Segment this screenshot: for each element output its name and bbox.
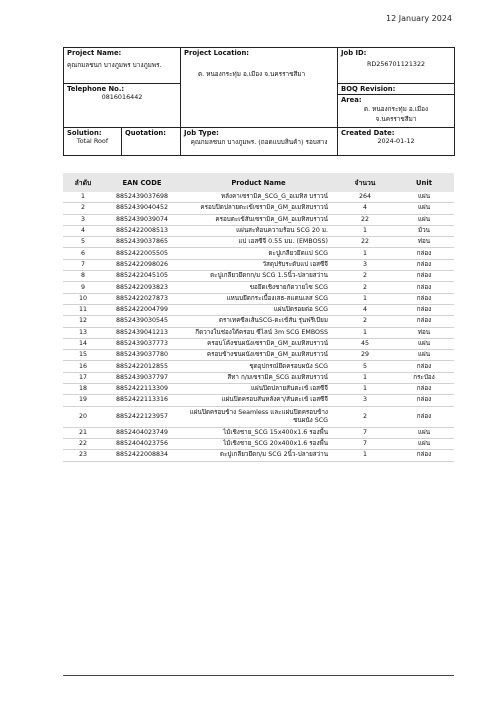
project-location-cell [181,48,338,128]
table-cell-qty: 7 [336,438,394,449]
table-cell-name: หลังคาเซรามิค_SCG_G_อเมทิส บราวน์ [181,192,336,203]
table-cell-no: 17 [63,372,103,383]
table-cell-unit: ท่อน [394,237,454,248]
job-type-cell [181,128,338,156]
telephone-value: 0816016442 [101,93,143,101]
table-row [63,282,454,293]
solution-label: Solution: [67,129,102,137]
job-id-cell [338,48,455,84]
table-cell-no: 6 [63,248,103,259]
product-table [63,173,454,462]
table-cell-no: 3 [63,214,103,225]
table-cell-no: 20 [63,406,103,427]
table-cell-name: แหนบยึดกระเบื้องเสธ-สแตนเลส SCG [181,293,336,304]
table-cell-name: แผ่นปิดรอยต่อ SCG [181,304,336,315]
table-cell-qty: 29 [336,350,394,361]
table-cell-ean: 8852422113316 [103,395,181,406]
table-cell-name: ไม้เชิงชาย_SCG 20x400x1.6 รองพื้น [181,438,336,449]
table-cell-ean: 8852422008513 [103,225,181,236]
table-cell-qty: 1 [336,293,394,304]
created-date-label: Created Date: [341,129,395,137]
table-cell-ean: 8852439037797 [103,372,181,383]
table-row [63,395,454,406]
table-cell-unit: กล่อง [394,248,454,259]
table-cell-qty: 2 [336,271,394,282]
table-cell-unit: ท่อน [394,327,454,338]
table-cell-ean: 8852422113309 [103,384,181,395]
table-cell-unit: กล่อง [394,293,454,304]
job-id-value: RD256701121322 [366,60,426,68]
telephone-label: Telephone No.: [67,85,125,93]
table-row [63,361,454,372]
table-cell-unit: กล่อง [394,395,454,406]
table-cell-ean: 8852439040452 [103,203,181,214]
table-cell-qty: 2 [336,282,394,293]
table-cell-qty: 3 [336,395,394,406]
table-cell-name: ครอบโค้งชนผนังเซรามิค_GM_อเมทิสบราวน์ [181,338,336,349]
table-cell-unit: แผ่น [394,203,454,214]
table-cell-unit: กล่อง [394,271,454,282]
table-cell-no: 22 [63,438,103,449]
table-cell-no: 11 [63,304,103,315]
quotation-cell [122,128,181,156]
table-cell-ean: 8852439037780 [103,350,181,361]
table-cell-no: 19 [63,395,103,406]
table-cell-name: กีดวางในช่องใต้ครอบ ซีไลน์ 3m SCG EMBOSS [181,327,336,338]
column-header: จำนวน [336,173,394,192]
table-row [63,427,454,438]
table-cell-name: ครอบปิดปลายตะเข้เซรามิค_GM_อเมทิสบราวน์ [181,203,336,214]
table-cell-name: ชุดอุปกรณ์ยึดครอบผนัง SCG [181,361,336,372]
table-cell-qty: 5 [336,361,394,372]
table-row [63,338,454,349]
table-cell-qty: 4 [336,203,394,214]
project-location-label: Project Location: [184,49,250,57]
column-header: EAN CODE [103,173,181,192]
table-cell-ean: 8852422008834 [103,450,181,461]
area-value: ต. หนองกระทุ่ม อ.เมือง จ.นครราชสีมา [363,105,429,123]
boq-area-cell [338,84,455,128]
table-cell-no: 21 [63,427,103,438]
quotation-label: Quotation: [125,129,166,137]
table-cell-unit: แผ่น [394,192,454,203]
table-cell-no: 16 [63,361,103,372]
table-cell-no: 7 [63,259,103,270]
table-cell-qty: 7 [336,427,394,438]
table-cell-qty: 2 [336,406,394,427]
table-cell-no: 14 [63,338,103,349]
column-header: ลำดับ [63,173,103,192]
table-cell-ean: 8852422005505 [103,248,181,259]
table-row [63,384,454,395]
table-cell-qty: 4 [336,304,394,315]
table-cell-no: 15 [63,350,103,361]
table-row [63,450,454,461]
table-cell-no: 8 [63,271,103,282]
table-row [63,192,454,203]
table-cell-name: แป เอสซีจี 0.55 มม. (EMBOSS) [181,237,336,248]
table-cell-no: 18 [63,384,103,395]
table-cell-name: ไม้เชิงชาย_SCG 15x400x1.6 รองพื้น [181,427,336,438]
table-cell-name: ตะปูเกลียวยึดกก/ม SCG 1.5นิ้ว-ปลายสว่าน [181,271,336,282]
table-cell-ean: 8852404023756 [103,438,181,449]
table-cell-name: ตะปูเกลียวยึดแป SCG [181,248,336,259]
table-cell-no: 4 [63,225,103,236]
table-cell-qty: 1 [336,225,394,236]
telephone-cell [64,84,181,128]
solution-value: Total Roof [76,137,109,145]
table-row [63,327,454,338]
table-cell-unit: กล่อง [394,384,454,395]
table-cell-unit: กล่อง [394,282,454,293]
table-cell-unit: แผ่น [394,214,454,225]
table-row [63,438,454,449]
table-cell-name: แผ่นปิดปลายสันตะเข้ เอสซีจี [181,384,336,395]
table-cell-no: 10 [63,293,103,304]
table-cell-qty: 1 [336,327,394,338]
table-cell-unit: กล่อง [394,316,454,327]
table-cell-name: ครอบข้างชนผนังเซรามิค_GM_อเมทิสบราวน์ [181,350,336,361]
table-cell-qty: 264 [336,192,394,203]
table-cell-ean: 8852422098026 [103,259,181,270]
table-row [63,214,454,225]
table-row [63,203,454,214]
table-cell-ean: 8852422004799 [103,304,181,315]
table-row [63,248,454,259]
table-cell-qty: 1 [336,384,394,395]
table-cell-ean: 8852422093823 [103,282,181,293]
table-cell-ean: 8852439037865 [103,237,181,248]
table-cell-no: 1 [63,192,103,203]
table-cell-name: ครอบตะเข้สันเซรามิค_GM_อเมทิสบราวน์ [181,214,336,225]
column-header: Unit [394,173,454,192]
table-cell-qty: 22 [336,237,394,248]
table-cell-no: 23 [63,450,103,461]
table-cell-name: แผ่นปิดครอบข้าง Seamless และแผ่นปิดครอบข้างชนผนัง SCG [181,406,336,427]
table-cell-qty: 22 [336,214,394,225]
project-info-grid [63,47,455,156]
project-name-value: คุณกมลชนก บางภูมพร บางภูมพร. [67,61,162,69]
table-row [63,237,454,248]
project-name-cell [64,48,181,84]
table-cell-name: สีทา ก/มเซรามิค_SCG อเมทิสบราวน์ [181,372,336,383]
table-cell-unit: กล่อง [394,361,454,372]
solution-cell [64,128,122,156]
column-header: Product Name [181,173,336,192]
created-date-value: 2024-01-12 [377,137,415,145]
table-row [63,372,454,383]
table-row [63,350,454,361]
table-cell-qty: 45 [336,338,394,349]
table-cell-ean: 8852422123957 [103,406,181,427]
table-cell-ean: 8852422045105 [103,271,181,282]
table-cell-unit: กระป๋อง [394,372,454,383]
created-date-cell [338,128,455,156]
table-cell-ean: 8852439037698 [103,192,181,203]
table-cell-unit: กล่อง [394,304,454,315]
table-cell-ean: 8852404023749 [103,427,181,438]
table-cell-no: 13 [63,327,103,338]
table-cell-unit: กล่อง [394,406,454,427]
table-cell-unit: กล่อง [394,259,454,270]
table-row [63,225,454,236]
product-table-header [63,173,454,192]
boq-revision-label: BOQ Revision: [341,85,396,93]
table-row [63,406,454,427]
table-cell-ean: 8852439041213 [103,327,181,338]
job-type-value: คุณกมลชนก บางภูมพร. (ถอดแบบสินค้า) รอบสาง [190,138,328,146]
table-row [63,259,454,270]
table-cell-qty: 2 [336,316,394,327]
table-cell-qty: 1 [336,248,394,259]
report-date: 12 January 2024 [386,14,452,23]
table-cell-unit: กล่อง [394,450,454,461]
table-cell-qty: 1 [336,372,394,383]
table-cell-ean: 8852439039074 [103,214,181,225]
project-name-label: Project Name: [67,49,122,57]
table-cell-ean: 8852422027873 [103,293,181,304]
project-location-value: ต. หนองกระทุ่ม อ.เมือง จ.นครราชสีมา [198,70,306,78]
job-id-label: Job ID: [341,49,367,57]
table-cell-no: 9 [63,282,103,293]
table-cell-unit: ม้วน [394,225,454,236]
table-cell-qty: 1 [336,450,394,461]
table-row [63,293,454,304]
table-row [63,271,454,282]
table-cell-ean: 8852439037773 [103,338,181,349]
table-row [63,304,454,315]
footer-divider [63,675,454,676]
table-cell-name: ตราเทคซีลเส้นSCG-ตะเข้สัน รุ่นฟรีเบียม [181,316,336,327]
table-cell-name: ตะปูเกลียวยึดก/ม SCG 2นิ้ว-ปลายสว่าน [181,450,336,461]
table-row [63,316,454,327]
table-cell-name: แผ่นปิดครอบสันหลังคา/สันตะเข้ เอสซีจี [181,395,336,406]
table-cell-ean: 8852439030545 [103,316,181,327]
table-cell-no: 12 [63,316,103,327]
table-cell-unit: แผ่น [394,427,454,438]
table-cell-name: ขอยึดเชิงชายกัดวายไซ SCG [181,282,336,293]
job-type-label: Job Type: [184,129,219,137]
table-cell-qty: 3 [336,259,394,270]
area-label: Area: [341,96,362,104]
table-cell-name: แผ่นสะท้อนความร้อน SCG 20 ม. [181,225,336,236]
table-cell-unit: แผ่น [394,350,454,361]
table-cell-name: วัสดุปรับระดับแป เอสซีจี [181,259,336,270]
table-cell-unit: แผ่น [394,438,454,449]
table-cell-no: 2 [63,203,103,214]
table-cell-ean: 8852422012855 [103,361,181,372]
table-cell-unit: แผ่น [394,338,454,349]
table-cell-no: 5 [63,237,103,248]
